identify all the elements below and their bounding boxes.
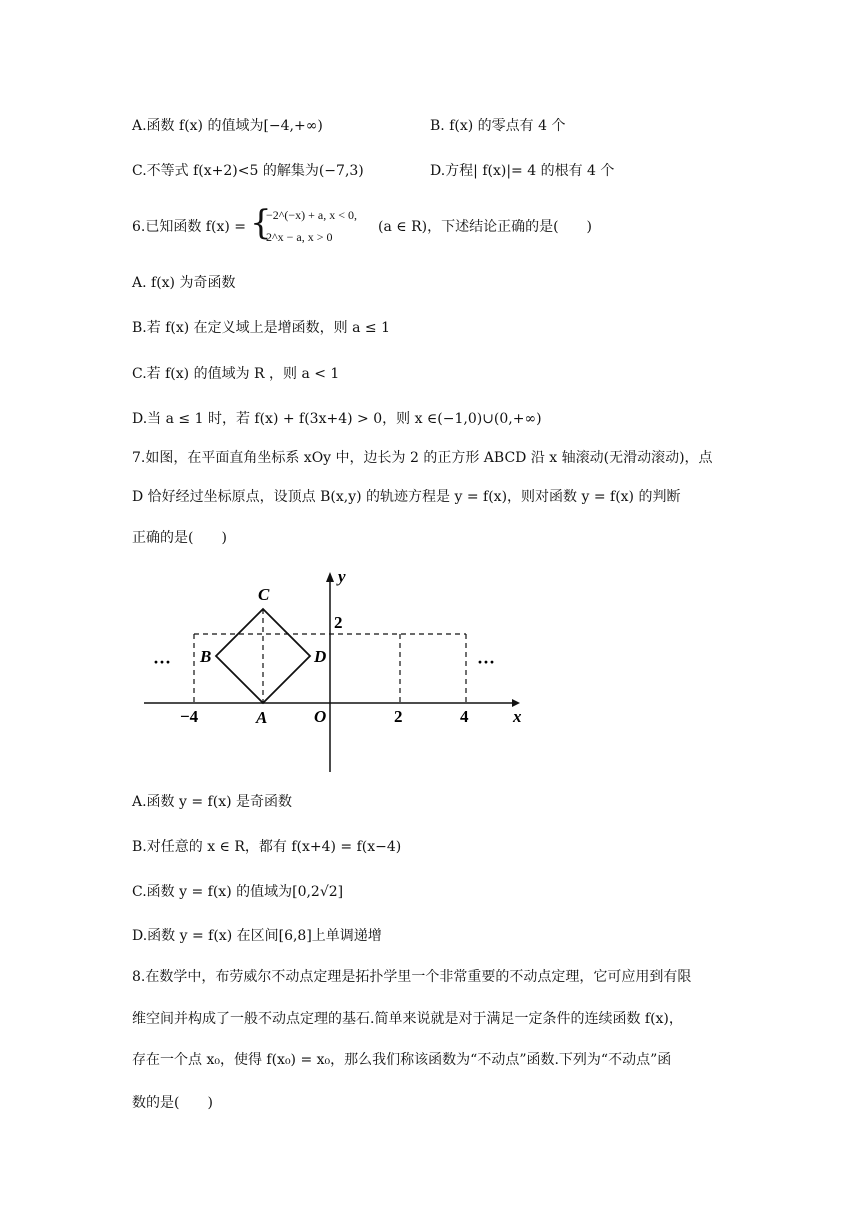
q7-option-b: B.对任意的 x ∈ R，都有 f(x+4) = f(x−4) bbox=[132, 839, 402, 855]
piecewise-brace: { bbox=[250, 203, 272, 243]
q6-stem-prefix: 6.已知函数 f(x) = bbox=[132, 219, 246, 235]
q8-stem-line-2: 维空间并构成了一般不动点定理的基石.简单来说就是对于满足一定条件的连续函数 f(x)， bbox=[132, 1011, 683, 1027]
q7-option-d: D.函数 y = f(x) 在区间[6,8]上单调递增 bbox=[132, 928, 382, 944]
q8-stem-line-1: 8.在数学中，布劳威尔不动点定理是拓扑学里一个非常重要的不动点定理，它可应用到有限 bbox=[132, 969, 692, 985]
ellipsis-right: ··· bbox=[477, 652, 496, 672]
label-b: B bbox=[200, 647, 212, 666]
q5-option-b: B. f(x) 的零点有 4 个 bbox=[430, 118, 566, 134]
q7-option-c: C.函数 y = f(x) 的值域为[0,2√2] bbox=[132, 884, 344, 900]
label-y-2: 2 bbox=[334, 613, 343, 632]
q5-option-c: C.不等式 f(x+2)<5 的解集为(−7,3) bbox=[132, 163, 364, 179]
q7-stem-line-3: 正确的是( ) bbox=[132, 530, 227, 546]
q6-option-a: A. f(x) 为奇函数 bbox=[132, 275, 236, 291]
q6-option-d: D.当 a ≤ 1 时，若 f(x) + f(3x+4) > 0，则 x ∈(−1,0)∪(0,+∞) bbox=[132, 411, 542, 427]
q6-stem-suffix: (a ∈ R)，下述结论正确的是( ) bbox=[378, 219, 592, 235]
label-x-2: 2 bbox=[394, 707, 403, 726]
q7-stem-line-1: 7.如图，在平面直角坐标系 xOy 中，边长为 2 的正方形 ABCD 沿 x 轴滚动(无滑动滚动)，点 bbox=[132, 450, 713, 466]
label-neg4: −4 bbox=[180, 707, 199, 726]
ellipsis-left: ··· bbox=[153, 652, 172, 672]
q5-option-a: A.函数 f(x) 的值域为[−4,+∞) bbox=[132, 118, 323, 134]
label-x-4: 4 bbox=[460, 707, 469, 726]
q6-option-c: C.若 f(x) 的值域为 R ，则 a < 1 bbox=[132, 366, 340, 382]
x-axis-arrow bbox=[512, 699, 520, 707]
q7-option-a: A.函数 y = f(x) 是奇函数 bbox=[132, 794, 293, 810]
q5-option-d: D.方程| f(x)|= 4 的根有 4 个 bbox=[430, 163, 615, 179]
label-c: C bbox=[258, 585, 270, 604]
label-d: D bbox=[314, 647, 327, 666]
rolling-square-figure bbox=[0, 560, 860, 790]
y-axis-arrow bbox=[326, 572, 334, 582]
label-a: A bbox=[256, 708, 268, 727]
label-o: O bbox=[314, 707, 327, 726]
q8-stem-line-3: 存在一个点 x₀，使得 f(x₀) = x₀，那么我们称该函数为“不动点”函数.下列为“不动点”函 bbox=[132, 1052, 672, 1068]
q6-option-b: B.若 f(x) 在定义域上是增函数，则 a ≤ 1 bbox=[132, 320, 390, 336]
q7-stem-line-2: D 恰好经过坐标原点，设顶点 B(x,y) 的轨迹方程是 y = f(x)，则对函数 y = f(x) 的判断 bbox=[132, 489, 681, 505]
label-x: x bbox=[513, 707, 522, 726]
label-y: y bbox=[338, 567, 346, 586]
q6-piece-2: 2^x − a, x > 0 bbox=[266, 230, 333, 244]
q8-stem-line-4: 数的是( ) bbox=[132, 1095, 213, 1111]
q6-piece-1: −2^(−x) + a, x < 0, bbox=[266, 208, 358, 222]
